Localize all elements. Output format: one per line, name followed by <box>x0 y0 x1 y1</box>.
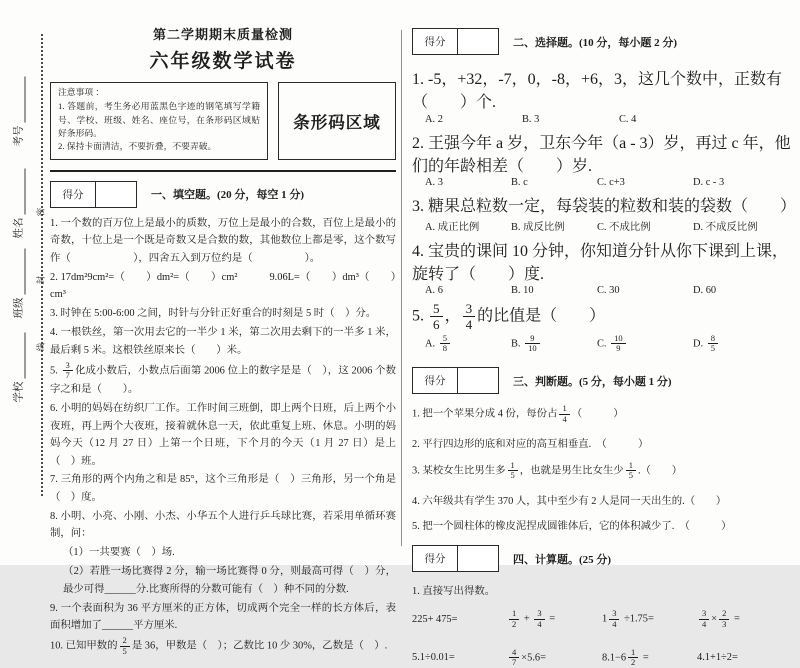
score-box-judge <box>412 367 499 394</box>
choice-question-3: 3. 糖果总粒数一定，每袋装的粒数和装的袋数（ ） <box>412 198 797 215</box>
fill-question-5: 5. $\frac{3}{7}$ 化成小数后，小数点后面第 2006 位上的数字是是（ ），这 2006 个数字之和是（ ）。 <box>50 359 396 396</box>
barcode-area-label: 条形码区域 <box>293 112 381 132</box>
fraction: $\frac{3}{4}$ <box>699 609 709 630</box>
choice-questions <box>412 66 797 354</box>
choice-q1-option-c: C. 4 <box>619 113 637 125</box>
judge-section-header <box>412 367 792 394</box>
fraction: $\frac{9}{10}$ <box>525 334 540 355</box>
choice-q5-option-d: D. $\frac{8}{5}$ <box>693 334 792 355</box>
calc-item-5: 5.1÷0.01= <box>412 652 455 664</box>
choice-question-4: 4. 宝贵的课间 10 分钟，你知道分针从你下课到上课，旋转了（ ）度. <box>412 242 789 283</box>
margin-field-name <box>11 161 26 239</box>
calc-item-8: 4.1+1÷2= <box>697 652 738 664</box>
fill-question-1: 1. 一个数的百万位上是最小的质数，万位上是最小的合数，百位上是最小的奇数，十位上是一个既是奇数又是合数的数，其他数位上都是零，这个数写作（ ），四舍五入到万位约是（ ）。 <box>50 217 396 264</box>
judge-question-3: 3. 某校女生比男生多 $\frac{1}{5}$ ，也就是男生比女生少 $\frac{1}{5}$ .（ ） <box>412 459 683 481</box>
fraction: $\frac{2}{3}$ <box>719 609 729 630</box>
judge-questions <box>412 404 792 532</box>
choice-q3-option-a: A. 成正比例 <box>425 221 480 233</box>
margin-label-school: 学校 <box>13 381 25 403</box>
barcode-area-box <box>278 82 396 160</box>
choice-question-1-options <box>412 114 792 125</box>
fraction: $\frac{8}{5}$ <box>708 334 718 355</box>
notice-line-1: 1. 答题前，考生务必用蓝黑色字迹的钢笔填写学籍号、学校、班级、姓名、座位号，在条形码区域贴好条形码。 <box>58 101 260 139</box>
fill-question-6: 6. 小明的妈妈在纺织厂工作。工作时间三班倒，即上两个日班，后上两个小夜班，再上两个大夜班，接着就休息一天，依此重复上班、休息。小明的妈妈今天（12 月 27 日）上第一个日班，下个月的今天（1 月 27 日）是上（ ）班。 <box>50 403 396 467</box>
notice-title: 注意事项 ： <box>58 87 105 97</box>
choice-q3-option-d: D. 不成反比例 <box>693 221 758 233</box>
score-value-cell <box>458 546 498 571</box>
fill-question-9: 9. 一个表面积为 36 平方厘米的正方体，切成两个完全一样的长方体后，表面积增加了______平方厘米. <box>50 602 396 632</box>
fill-question-3: 3. 时钟在 5:00-6:00 之间，时针与分针正好重合的时刻是 5 时（ ）分。 <box>50 308 377 320</box>
margin-label-name: 姓名 <box>13 217 25 239</box>
section-title-calc: 四、计算题。(25 分) <box>513 553 612 566</box>
fraction: $\frac{1}{5}$ <box>508 461 518 482</box>
calc-item-1: 225+ 475= <box>412 613 458 625</box>
choice-question-3-options <box>412 218 792 233</box>
fraction: $\frac{3}{7}$ <box>63 361 73 382</box>
choice-q2-option-d: D. c - 3 <box>693 177 725 188</box>
margin-blank-line <box>14 249 26 295</box>
judge-question-2: 2. 平行四边形的底和对应的高互相垂直. （ ） <box>412 439 649 451</box>
fraction: $\frac{3}{4}$ <box>463 301 476 332</box>
margin-blank-line <box>14 77 26 123</box>
section-title-judge: 三、判断题。(5 分，每小题 1 分) <box>513 375 672 388</box>
fraction: $\frac{3}{4}$ <box>534 609 544 630</box>
score-value-cell <box>458 29 498 54</box>
margin-label-class: 班级 <box>13 297 25 319</box>
fill-question-8-part-1: （1）一共要赛（ ）场. <box>63 547 175 559</box>
fraction: $\frac{1}{2}$ <box>628 648 638 668</box>
choice-q5-option-a: A. $\frac{5}{8}$ <box>425 334 511 355</box>
paper-title: 六年级数学试卷 <box>149 51 297 72</box>
choice-q3-option-b: B. 成反比例 <box>511 221 565 233</box>
section-title-fill: 一、填空题。(20 分，每空 1 分) <box>151 189 305 202</box>
choice-q2-option-b: B. c <box>511 177 528 188</box>
score-box-fill <box>50 181 137 208</box>
fraction: $\frac{1}{5}$ <box>626 461 636 482</box>
margin-field-school <box>11 325 26 403</box>
score-label: 得分 <box>413 546 458 571</box>
score-value-cell <box>458 368 498 393</box>
margin-field-exam-number <box>11 69 26 147</box>
calc-item-6: $\frac{4}{7}$ ×5.6= <box>507 648 602 668</box>
calc-item-2: $\frac{1}{2}$ + $\frac{3}{4}$ = <box>507 609 602 630</box>
calc-subsection-title: 1. 直接写出得数。 <box>412 586 496 598</box>
judge-question-1: 1. 把一个苹果分成 4 份，每份占 $\frac{1}{4}$ （ ） <box>412 403 624 425</box>
choice-section-header <box>412 28 792 55</box>
fraction: $\frac{3}{4}$ <box>609 609 619 630</box>
choice-question-1: 1. -5，+32，-7，0，-8，+6，3，这几个数中，正数有（ ）个. <box>412 71 783 111</box>
fill-question-8: 8. 小明、小亮、小刚、小杰、小华五个人进行乒乓球比赛，若采用单循环赛制，问： <box>50 510 396 540</box>
header-divider-rule <box>50 170 396 172</box>
fraction: $\frac{1}{4}$ <box>559 404 569 425</box>
calc-section-header <box>412 545 792 572</box>
fill-question-7: 7. 三角形的两个内角之和是 85°，这个三角形是（ ）三角形，另一个角是（ ）度。 <box>50 474 396 503</box>
score-value-cell <box>96 182 136 207</box>
choice-question-5: 5. $\frac{5}{6}$ ， $\frac{3}{4}$ 的比值是（ ） <box>412 301 606 333</box>
notice-box <box>50 82 268 160</box>
score-box-calc <box>412 545 499 572</box>
choice-q4-option-a: A. 6 <box>425 285 443 296</box>
score-label: 得分 <box>51 182 96 207</box>
notice-line-2: 2. 保持卡面清洁，不要折叠，不要弄破。 <box>58 141 217 152</box>
choice-q3-option-c: C. 不成比例 <box>597 221 651 233</box>
right-column <box>412 28 797 668</box>
margin-blank-line <box>14 169 26 215</box>
fill-question-2: 2. 17dm²9cm²=（ ）dm²=（ ）cm² 9.06L=（ ）dm³（ ）cm³ <box>50 271 396 301</box>
score-label: 得分 <box>413 29 458 54</box>
calc-item-7: 8.1−6 $\frac{1}{2}$ = <box>602 646 649 668</box>
choice-q1-option-b: B. 3 <box>522 113 540 125</box>
fraction: $\frac{2}{5}$ <box>120 636 130 657</box>
exam-session-title: 第二学期期末质量检测 <box>152 27 293 42</box>
choice-q1-option-a: A. 2 <box>425 113 443 125</box>
choice-q5-option-b: B. $\frac{9}{10}$ <box>511 334 597 355</box>
header-info-row <box>50 82 396 160</box>
calc-items-grid <box>412 609 792 668</box>
margin-blank-line <box>14 333 26 379</box>
choice-q4-option-d: D. 60 <box>693 285 717 296</box>
section-title-choice: 二、选择题。(10 分，每小题 2 分) <box>513 36 678 49</box>
judge-question-5: 5. 把一个圆柱体的橡皮泥捏成圆锥体后，它的体积减少了. （ ） <box>412 521 732 533</box>
fill-question-10: 10. 已知甲数的 $\frac{2}{5}$ 是 36，甲数是（ ）；乙数比 10 少 30%，乙数是（ ）. <box>50 635 388 656</box>
fill-question-4: 4. 一根铁丝，第一次用去它的一半少 1 米，第二次用去剩下的一半多 1 米，最后剩 5 米。这根铁丝原来长（ ）米。 <box>50 327 396 356</box>
seal-char-xian: 线 <box>35 342 46 352</box>
fill-questions <box>50 215 396 657</box>
choice-q4-option-b: B. 10 <box>511 285 534 296</box>
judge-question-4: 4. 六年级共有学生 370 人，其中至少有 2 人是同一天出生的.（ ） <box>412 495 727 507</box>
seal-char-mi: 密 <box>35 207 46 217</box>
choice-q2-option-a: A. 3 <box>425 177 443 188</box>
fill-question-8-part-2: （2）若胜一场比赛得 2 分，输一场比赛得 0 分，则最高可得（ ）分，最少可得______分.比赛所得的分数可能有（ ）种不同的分数. <box>63 566 396 595</box>
choice-question-2: 2. 王强今年 a 岁，卫东今年（a - 3）岁，再过 c 年，他们的年龄相差（ ）岁. <box>412 134 791 175</box>
margin-field-class <box>11 241 26 319</box>
fraction: $\frac{5}{6}$ <box>430 301 443 332</box>
calc-item-4: $\frac{3}{4}$ × $\frac{2}{3}$ = <box>697 609 792 630</box>
choice-question-4-options <box>412 285 792 296</box>
fraction: $\frac{1}{2}$ <box>509 609 519 630</box>
fraction: $\frac{5}{8}$ <box>440 334 450 355</box>
seal-dotted-line <box>41 34 43 496</box>
column-divider-line <box>401 30 402 546</box>
score-label: 得分 <box>413 368 458 393</box>
fraction: $\frac{4}{7}$ <box>509 648 519 668</box>
margin-label-exam-number: 考号 <box>13 125 25 147</box>
calc-item-3: 1 $\frac{3}{4}$ ÷1.75= <box>602 608 654 629</box>
choice-q5-option-c: C. $\frac{10}{9}$ <box>597 334 693 355</box>
fraction: $\frac{10}{9}$ <box>611 334 626 355</box>
seal-char-feng: 封 <box>35 275 46 285</box>
left-column <box>50 24 396 658</box>
fill-section-header <box>50 181 396 208</box>
choice-q4-option-c: C. 30 <box>597 285 620 296</box>
score-box-choice <box>412 28 499 55</box>
choice-q2-option-c: C. c+3 <box>597 177 625 188</box>
choice-question-2-options <box>412 177 792 188</box>
choice-question-5-options <box>412 334 792 355</box>
